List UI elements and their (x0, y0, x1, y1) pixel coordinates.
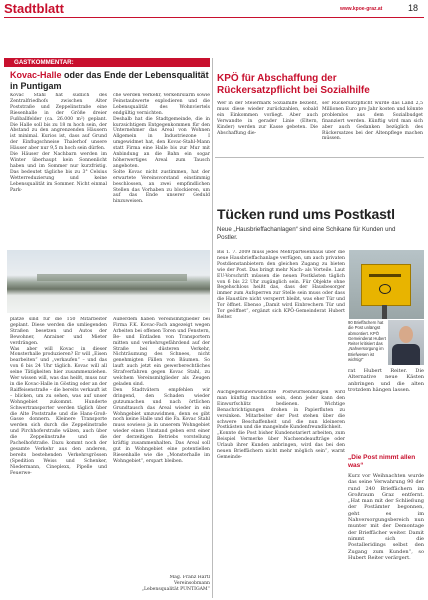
signature: Mag. Franz Hartl Vereinsobmann „Lebensqualität PUNTIGAM“ (141, 575, 210, 592)
right-main-col1-top: Bis 1. 7. 2009 muss jedes Mehrparteienhaus über die neue Hausbrieffachanlage verfügen, um auch privaten Postdienstanbietern den gleichen Zugang zu bieten wie der Post. Das bringt mehr Nach- als Vorteile. Laut EU-Vorschrift müssen die neuen Postkästen täglich von 6 bis 22 Uhr zugänglich sein. Für Objekte ohne Begehschloss heißt das, dass der Hausbesorger immer zum Aufsperren zur Stelle sein muss oder dass die Haustüre nicht versperrt bleibt, was eher Tür und Tor öffnet. Ebenso „Damit wird Einbrechern Tür und Tor geöffnet“, ergänzt sich KPÖ-Gemeinderat Hubert Reiter. (217, 250, 345, 320)
winter-photo (7, 250, 210, 313)
brand-stadt: Stadt (4, 1, 37, 16)
website-url[interactable]: www.kpoe-graz.at (340, 6, 383, 12)
left-headline (10, 70, 210, 91)
left-col2-bottom: Außerdem haben Vereinsmitglieder bei Firma F.K. Kovac-Fach angezeigt wegen Arbeiten bei offenen Toren und Fenstern, Be- und Entladen von Transportern mitten und verkehrsgefährdend auf der Straße bei düsteren Verkehr, Nichträumung des Schnees, nicht genehmigten Fällen von Bäumen. So lauft auch jetzt ein gewerberechtliches Strafverfahren gegen Kovac Stahl, zu welchem Vereinsmitglieder als Zeugen geladen sind. Den Stadtvätern empfehlen wir dringend, den Schaden wieder gutzumachen und nach örtlichen Grundtausch das Areal wieder in ein Wohngebiet umzuwidmen, denn es gibt noch keine Halle und die Fa. Kovac Stahl muss sowieso ja in unserem Wohngebiet wieder einen Umstand geben erst einer der derzeitigen Betriebs vorstellung kräftig zusammenhalten. Das Areal soll gut in Wohngebiet eine potentiellen Riesenhalle wie die „Monsterhalle im Wohngebiet“, erspart bleiben. (113, 317, 210, 464)
tree-line (37, 274, 187, 281)
portrait-body (392, 344, 420, 365)
brand-blatt: blatt (36, 1, 64, 16)
headline-highlight: Kovac-Halle (10, 70, 62, 80)
pull-quote: „Die Post nimmt allen was“ (348, 454, 416, 469)
right-top-headline: KPÖ für Abschaffung der Rückersatzpflicht bei Sozialhilfe (217, 73, 370, 96)
portrait-caption: 90 Brieffächern hat die Post unlängst abmontiert. KPÖ Gemeinderat Hubert Reiter kritisiert das „Nahversorgung im Briefwesen ist wichtig!“ (348, 320, 386, 363)
reiter-portrait (388, 320, 424, 365)
right-top-col1: Wer in der Steiermark Sozialhilfe bezieht, muss diese wieder zurückzahlen, sobald ein Einkommen vorliegt. Aber auch Verwandte in gerader Linie (Eltern, Kinder) werden zur Kasse gebeten. Die Abschaffung die- (217, 101, 318, 136)
mailbox-slot (369, 274, 401, 277)
right-top-col2: ser Rückersatzpflicht würde das Land 2,5 Millionen Euro pro Jahr kosten und könnte problemlos aus dem Sozialbudget finanziert werden. Künftig wird man sich aber auch Gedanken bezüglich des Rückersatzes bei der Altenpflege machen müssen. (322, 101, 423, 142)
masthead (4, 1, 64, 16)
page-number: 18 (408, 3, 419, 13)
header-rule (4, 17, 424, 18)
right-main-headline: Tücken rund ums Postkastl (217, 206, 395, 222)
kicker-label: GASTKOMMENTAR: (14, 59, 74, 66)
column-divider (212, 58, 213, 598)
section-rule (215, 157, 424, 158)
mailbox-photo (349, 250, 424, 319)
right-main-subheadline: Neue „Hausbrieffachanlagen“ sind eine Schikane für Kunden und Postler. (217, 226, 396, 241)
left-col2-top: che werden Verkehr, Verkehrslärm sowie Feinstaubwerte explodieren und die Lebensqualität des Wohnviertels endgültig vernichten. Deshalb hat die Stadtgemeinde, die in kurzsichtigem Entgegenkommen für den Unternehmer das Areal von Wohnen Allgemein in Industriezone I umgewidmet hat, den Kovac-Stahl-Mann statt Firma eine Halle bis zur Mur mit Anbindung an die Bahn ein sogar höherwertiges Areal zum Tausch angeboten. Solte Kovac nicht zustimmen, hat der erwartete Vereinsvorstand einstimmig beschlossen, an zwei empfindlichen Stellen das Vorhaben zu blockieren, um auf das Ende unserer Geduld hinzuweisen. (113, 93, 210, 205)
left-col1-bottom: plätze sind für die 150 Mitarbeiter geplant. Diese werden die umliegenden Straßen besetzen und Autos der Bewohner, Anrainer und Mieter verdrängen. Was aber will Kovac in dieser Monsterhalle produzieren? Er will „Eisen bearbeiten“ und „verkaufen“ – und das von 6 bis 24 Uhr täglich. Kovac will all seine Tätigkeiten hier zusammenziehen. Wer wissen will, was das heißt, muss nur in die Kovac-Halle in Gösting oder an der Raiffeisenstraße – die bereits verkauft ist – blicken, um zu sehen, was auf unser Wohngebiet zukommt. Hunderte Schwertransporter werden täglich über die Alte Poststraße und die Hans-Groß-Gasse donnern. Kleinere Transporte werden sich durch die Zeppelinstraße und Pirchhoferstraße wälzen, auch über die Zeppelinstraße und die Pachelhofstraße. Dazu kommt noch der gesamte Verkehr aus den anderen, bereits bestehenden Verkehrsgrössen (Spedition Weiss und Schenker, Niedermann, Cineplexx, Pipelle und Feuerwe- (10, 317, 107, 476)
right-main-col2-text: rat Hubert Reiter. Die Alternative neue Kästen anbringen und die alten trotzdem hängen lassen. (348, 368, 424, 393)
mailbox-pole (382, 305, 387, 319)
headline-rest: oder das Ende der Lebensqualität in Puntigam (10, 70, 209, 91)
left-col1-top: Kovac Stahl hat südlich des Zentralfriedhofs zwischen Alter Poststraße und Zeppelinstraße eine Riesenhalle in der Größe dreier Fußballfelder (ca. 26.000 m²) geplant. Die Halle soll bis zu 18 m hoch sein, der Abstand zu den angrenzenden Häusern ist minimal. Kurios ist, dass auf Grund der Einflugschneise Thalerhof unsere Häuser aber nur 9,5 m hoch sein dürfen. Die Häuser der Nachbarn werden im Winter überhaupt kein Sonnenlicht haben und im Sommer nur kurzfristig. Das bedeutet tägliche bis zu 3° Celsius Wetterreduzierung und keine Lebensqualität im Sommer. Nicht einmal Park- (10, 93, 107, 193)
portrait-head (399, 326, 413, 343)
post-horn-icon (379, 284, 391, 294)
right-main-col2-text2: Kurz vor Weihnachten wurde das seine Verwahrung 90 der rund 240 Brieffächern im Großraum Graz entfernt. „Hat man mit der Schließung der Postämter begonnen, geht es im Nahversorgungsbereich nun munter mit der Demontage der Brieffächer weiter. Damit nimmt sich die Postalleridings selbst den Zugang zum Kunden“, so Hubert Reiter verärgert. (348, 473, 424, 561)
right-main-col1-bottom: Auchgegenunerwünschte Postwurfsendungen wird man künftig machtlos sein, denn jeder kann den Einwurfschlitz bedienen. Wichtige Benachrichtigungen drohen in Papierfluten zu versinken. Mitarbeiter der Post stehen über die schwere Beschaffenheit und die nun kleineren Postkästen und die mangelnde Kundenfreundlichkeit. „Konnte die Post bisher Kundenotariert arbeiten, zum Beispiel Vermerke über Nachsendeaufträge oder Urlaub ihrer Kunden anbringen, wird das bei den neuen Brieffächern nicht mehr möglich sein“, warnt Gemeinde- (217, 390, 345, 460)
